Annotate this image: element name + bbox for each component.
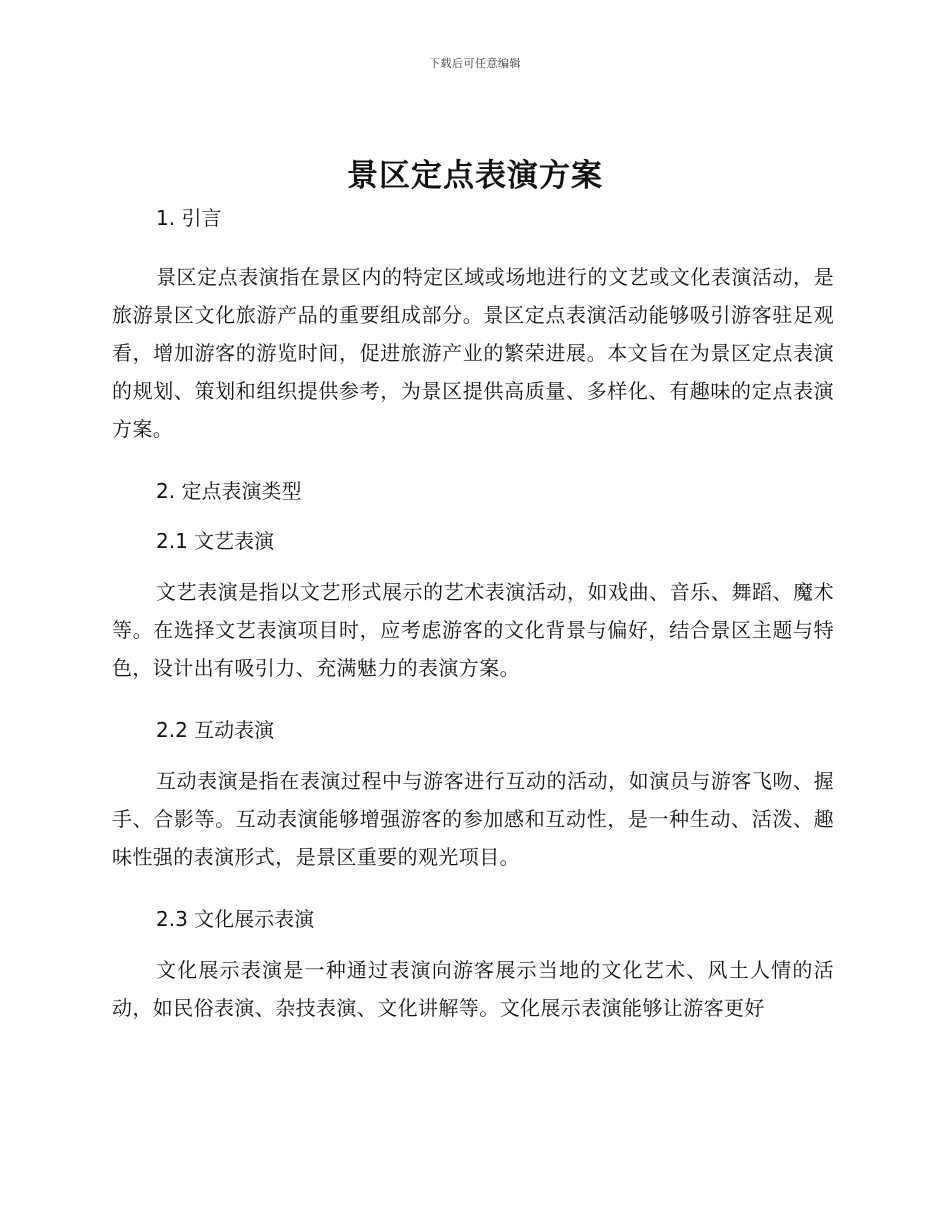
paragraph-introduction: 景区定点表演指在景区内的特定区域或场地进行的文艺或文化表演活动，是旅游景区文化旅游产品的重要组成部分。景区定点表演活动能够吸引游客驻足观看，增加游客的游览时间，促进旅游产业的繁荣进展。本文旨在为景区定点表演的规划、策划和组织提供参考，为景区提供高质量、多样化、有趣味的定点表演方案。 — [112, 265, 834, 441]
document-body — [112, 200, 834, 1052]
paragraph-interactive-performance: 互动表演是指在表演过程中与游客进行互动的活动，如演员与游客飞吻、握手、合影等。互动表演能够增强游客的参加感和互动性，是一种生动、活泼、趣味性强的表演形式，是景区重要的观光项目。 — [112, 769, 834, 869]
section-heading-arts-performance: 2.1 文艺表演 — [156, 529, 275, 553]
section-heading-introduction: 1. 引言 — [156, 206, 222, 230]
header-note: 下载后可任意编辑 — [429, 57, 521, 70]
paragraph-arts-performance: 文艺表演是指以文艺形式展示的艺术表演活动，如戏曲、音乐、舞蹈、魔术等。在选择文艺表演项目时，应考虑游客的文化背景与偏好，结合景区主题与特色，设计出有吸引力、充满魅力的表演方案。 — [112, 580, 834, 680]
section-heading-culture-showcase: 2.3 文化展示表演 — [156, 907, 315, 931]
document-title: 景区定点表演方案 — [347, 158, 603, 194]
paragraph-culture-showcase: 文化展示表演是一种通过表演向游客展示当地的文化艺术、风土人情的活动，如民俗表演、杂技表演、文化讲解等。文化展示表演能够让游客更好 — [112, 958, 834, 1020]
section-heading-performance-types: 2. 定点表演类型 — [156, 479, 302, 503]
section-heading-interactive-performance: 2.2 互动表演 — [156, 718, 275, 742]
